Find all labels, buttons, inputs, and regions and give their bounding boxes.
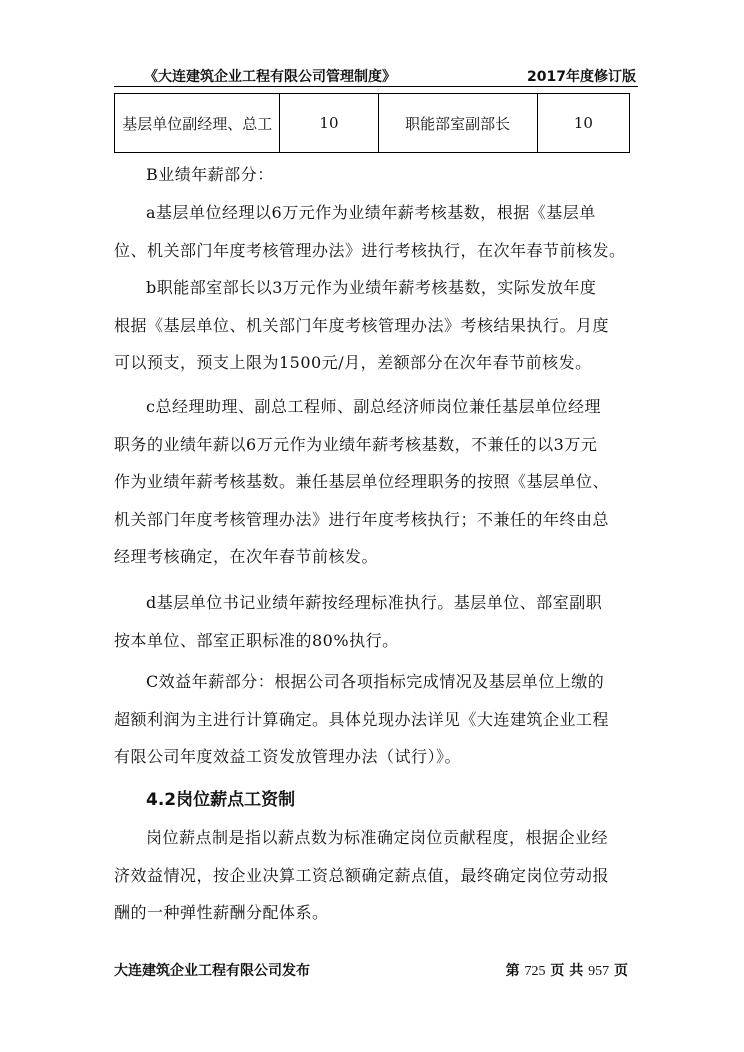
table-cell-position: 职能部室副部长 xyxy=(378,94,537,153)
section-heading-4-2: 4.2岗位薪点工资制 xyxy=(146,790,296,810)
page-total: 957 xyxy=(588,964,610,979)
paragraph-line: b职能部室部长以3万元作为业绩年薪考核基数，实际发放年度 xyxy=(146,278,597,297)
paragraph-line: 岗位薪点制是指以薪点数为标准确定岗位贡献程度，根据企业经 xyxy=(146,828,609,847)
paragraph-line: 可以预支，预支上限为1500元/月，差额部分在次年春节前核发。 xyxy=(114,353,592,372)
paragraph-line: 有限公司年度效益工资发放管理办法（试行）》。 xyxy=(114,747,462,766)
page-header xyxy=(114,64,638,87)
paragraph-line: B业绩年薪部分： xyxy=(146,165,274,184)
footer-publisher: 大连建筑企业工程有限公司发布 xyxy=(114,963,310,979)
paragraph-line: 酬的一种弹性薪酬分配体系。 xyxy=(114,903,329,922)
table-cell-points: 10 xyxy=(537,94,629,153)
page-suffix: 页 xyxy=(614,963,628,979)
page-mid: 页 共 xyxy=(550,963,584,979)
paragraph-d xyxy=(114,584,638,659)
page-number xyxy=(506,960,628,980)
paragraph-line: 超额利润为主进行计算确定。具体兑现办法详见《大连建筑企业工程 xyxy=(114,709,610,729)
section-b-title xyxy=(114,156,638,194)
paragraph-line: c总经理助理、副总工程师、副总经济师岗位兼任基层单位经理 xyxy=(146,397,601,416)
paragraph-c-benefit xyxy=(114,663,638,776)
paragraph-line: d基层单位书记业绩年薪按经理标准执行。基层单位、部室副职 xyxy=(146,593,603,612)
paragraph-line: 职务的业绩年薪以6万元作为业绩年薪考核基数，不兼任的以3万元 xyxy=(114,434,598,454)
table-cell-points: 10 xyxy=(280,94,378,153)
paragraph-a xyxy=(114,194,638,269)
paragraph-c xyxy=(114,388,638,576)
paragraph-line: 济效益情况，按企业决算工资总额确定薪点值，最终确定岗位劳动报 xyxy=(114,865,610,885)
table-cell-position: 基层单位副经理、总工 xyxy=(115,94,280,153)
paragraph-line: 按本单位、部室正职标准的80%执行。 xyxy=(114,630,399,650)
paragraph-line: 机关部门年度考核管理办法》进行年度考核执行；不兼任的年终由总 xyxy=(114,509,610,529)
page-footer xyxy=(114,960,638,982)
header-edition: 2017年度修订版 xyxy=(527,69,636,85)
page-current: 725 xyxy=(524,964,546,979)
paragraph-line: 位、机关部门年度考核管理办法》进行考核执行，在次年春节前核发。 xyxy=(114,240,626,260)
paragraph-line: 作为业绩年薪考核基数。兼任基层单位经理职务的按照《基层单位、 xyxy=(114,472,610,491)
paragraph-line: 经理考核确定，在次年春节前核发。 xyxy=(114,547,379,566)
paragraph-4-2 xyxy=(114,819,638,932)
paragraph-line: 根据《基层单位、机关部门年度考核管理办法》考核结果执行。月度 xyxy=(114,315,610,335)
paragraph-line: C效益年薪部分：根据公司各项指标完成情况及基层单位上缴的 xyxy=(146,672,605,691)
salary-points-table xyxy=(114,93,630,153)
paragraph-b xyxy=(114,269,638,382)
paragraph-line: a基层单位经理以6万元作为业绩年薪考核基数，根据《基层单 xyxy=(146,203,596,222)
table-row xyxy=(115,94,630,153)
page-prefix: 第 xyxy=(505,963,520,979)
header-title: 《大连建筑企业工程有限公司管理制度》 xyxy=(144,69,396,85)
